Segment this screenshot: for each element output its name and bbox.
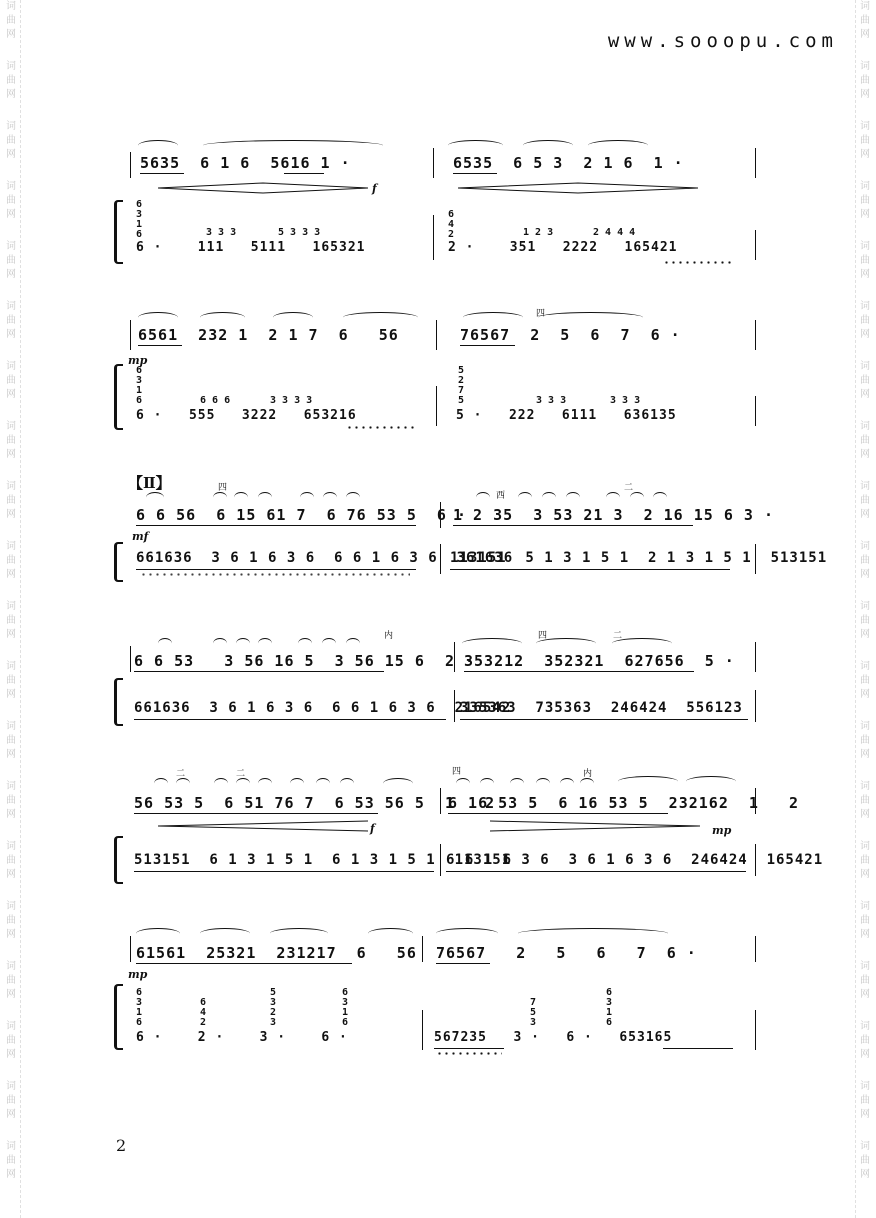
fingering-mark: 二 xyxy=(624,483,634,493)
watermark-glyphs: 词 曲 网 xyxy=(6,481,16,520)
barline xyxy=(130,936,131,962)
watermark-glyphs: 词 曲 网 xyxy=(860,541,870,580)
system-1 xyxy=(118,130,758,270)
slur xyxy=(368,928,413,939)
barline xyxy=(454,642,455,672)
watermark-glyphs: 词 曲 网 xyxy=(6,661,16,700)
watermark-glyphs: 词 曲 网 xyxy=(860,601,870,640)
accompaniment-measure: 113151 5 1 3 1 5 1 2 1 3 1 5 1 513151 xyxy=(450,550,828,566)
slur xyxy=(236,778,250,789)
fingering-mark: 二 xyxy=(236,769,246,779)
slur xyxy=(518,928,668,939)
slur xyxy=(298,638,312,649)
slur xyxy=(630,492,644,503)
chord-stack: 3 3 3 xyxy=(536,395,567,406)
underline xyxy=(436,963,490,964)
fingering-mark: 内 xyxy=(583,769,593,779)
fingering-mark: 内 xyxy=(384,631,394,641)
slur xyxy=(448,140,503,151)
slur xyxy=(612,638,672,649)
slur xyxy=(146,492,164,503)
barline xyxy=(755,1010,756,1050)
system-bracket xyxy=(114,364,123,430)
watermark-glyphs: 词 曲 网 xyxy=(860,901,870,940)
melody-measure: 61561 25321 231217 6 56 xyxy=(136,944,417,962)
underline xyxy=(136,569,416,570)
melody-measure: 56 53 5 6 51 76 7 6 53 56 5 1 2 xyxy=(134,794,496,812)
fingering-mark: 二 xyxy=(176,769,186,779)
slur xyxy=(588,140,648,151)
fingering-mark: 四 xyxy=(218,483,228,493)
underline xyxy=(663,1048,733,1049)
slur xyxy=(258,638,272,649)
slur xyxy=(686,776,736,787)
barline xyxy=(755,690,756,722)
slur xyxy=(476,492,490,503)
watermark-glyphs: 词 曲 网 xyxy=(860,841,870,880)
melody-measure: 6561 232 1 2 1 7 6 56 xyxy=(138,326,399,344)
slur xyxy=(343,312,418,323)
underline xyxy=(450,569,730,570)
slur xyxy=(463,312,523,323)
crescendo-decrescendo-hairpin xyxy=(458,182,698,194)
watermark-glyphs: 词 曲 网 xyxy=(860,1081,870,1120)
system-bracket xyxy=(114,200,123,264)
watermark-glyphs: 词 曲 网 xyxy=(860,421,870,460)
barline xyxy=(755,148,756,178)
slur xyxy=(214,778,228,789)
right-watermark-column xyxy=(858,0,872,1218)
watermark-glyphs: 词 曲 网 xyxy=(860,961,870,1000)
header-url: www.sooopu.com xyxy=(607,30,838,52)
accompaniment-measure: 6 6 1 6 3 6 3 6 1 6 3 6 246424 165421 xyxy=(446,852,824,868)
barline xyxy=(130,646,131,672)
barline xyxy=(755,642,756,672)
barline xyxy=(433,148,434,178)
slur xyxy=(316,778,330,789)
melody-measure: 1 2 35 3 53 21 3 2 16 15 6 3 · xyxy=(453,506,774,524)
octave-dots xyxy=(140,573,410,576)
fingering-mark: 西 xyxy=(496,491,506,501)
slur xyxy=(200,928,250,939)
dynamic-marking: mp xyxy=(128,968,148,981)
watermark-glyphs: 词 曲 网 xyxy=(860,241,870,280)
barline xyxy=(436,320,437,350)
slur xyxy=(538,312,643,323)
melody-measure: 353212 352321 627656 5 · xyxy=(464,652,735,670)
chord-stack: 6 3 1 6 xyxy=(136,199,143,240)
barline xyxy=(755,396,756,426)
underline xyxy=(434,1048,504,1049)
watermark-glyphs: 词 曲 网 xyxy=(6,841,16,880)
chord-stack: 6 6 6 xyxy=(200,395,231,406)
chord-stack: 6 3 1 6 xyxy=(136,365,143,406)
slur xyxy=(566,492,580,503)
accompaniment-measure: 2 · 351 2222 165421 xyxy=(448,240,678,255)
slur xyxy=(203,140,383,151)
barline xyxy=(422,936,423,962)
barline xyxy=(755,844,756,876)
barline xyxy=(440,788,441,814)
accompaniment-measure: 513151 6 1 3 1 5 1 6 1 3 1 5 1 113151 xyxy=(134,852,512,868)
watermark-glyphs: 词 曲 网 xyxy=(6,421,16,460)
dynamic-marking: mp xyxy=(128,354,148,367)
watermark-glyphs: 词 曲 网 xyxy=(6,781,16,820)
melody-measure: 76567 2 5 6 7 6 · xyxy=(436,944,697,962)
underline xyxy=(460,719,748,720)
watermark-glyphs: 词 曲 网 xyxy=(6,301,16,340)
slur xyxy=(618,776,678,787)
system-bracket xyxy=(114,542,123,582)
octave-dots xyxy=(346,426,416,429)
system-6 xyxy=(118,912,758,1062)
accompaniment-measure: 5 · 222 6111 636135 xyxy=(456,408,677,423)
watermark-glyphs: 词 曲 网 xyxy=(860,181,870,220)
underline xyxy=(134,719,446,720)
slur xyxy=(518,492,532,503)
slur xyxy=(176,778,190,789)
slur xyxy=(136,928,180,939)
barline xyxy=(440,844,441,876)
underline xyxy=(134,813,378,814)
system-bracket xyxy=(114,836,123,884)
slur xyxy=(436,928,498,939)
underline xyxy=(138,345,182,346)
underline xyxy=(284,173,324,174)
watermark-glyphs: 词 曲 网 xyxy=(6,121,16,160)
fingering-mark: 四 xyxy=(538,631,548,641)
slur xyxy=(536,778,550,789)
slur xyxy=(213,492,227,503)
slur xyxy=(154,778,168,789)
watermark-glyphs: 词 曲 网 xyxy=(6,241,16,280)
watermark-glyphs: 词 曲 网 xyxy=(6,1081,16,1120)
barline xyxy=(422,1010,423,1050)
slur xyxy=(536,638,596,649)
chord-stack: 5 3 3 3 xyxy=(278,227,321,238)
watermark-glyphs: 词 曲 网 xyxy=(860,1021,870,1060)
slur xyxy=(138,140,178,151)
barline xyxy=(454,690,455,722)
barline xyxy=(436,386,437,426)
watermark-glyphs: 词 曲 网 xyxy=(6,1021,16,1060)
melody-measure: 76567 2 5 6 7 6 · xyxy=(460,326,681,344)
melody-measure: 6 6 56 6 15 61 7 6 76 53 5 6 · xyxy=(136,506,468,524)
melody-measure: 6 16 53 5 6 16 53 5 232162 1 2 xyxy=(448,794,800,812)
left-watermark-column xyxy=(4,0,18,1218)
system-3 xyxy=(118,472,828,582)
system-2 xyxy=(118,306,758,436)
watermark-glyphs: 词 曲 网 xyxy=(860,1,870,40)
slur xyxy=(383,778,413,789)
slur xyxy=(653,492,667,503)
watermark-glyphs: 词 曲 网 xyxy=(860,721,870,760)
chord-stack: 6 3 1 6 xyxy=(136,987,143,1028)
underline xyxy=(136,525,416,526)
system-bracket xyxy=(114,678,123,726)
octave-dots xyxy=(436,1052,502,1055)
dynamic-marking: mp xyxy=(712,824,732,837)
chord-stack: 5 2 7 5 xyxy=(458,365,465,406)
slur xyxy=(523,140,573,151)
accompaniment-measure: 335363 735363 246424 556123 xyxy=(460,700,743,716)
watermark-glyphs: 词 曲 网 xyxy=(6,1,16,40)
slur xyxy=(346,492,360,503)
slur xyxy=(234,492,248,503)
barline xyxy=(440,544,441,574)
slur xyxy=(270,928,328,939)
melody-measure: 6535 6 5 3 2 1 6 1 · xyxy=(453,154,684,172)
chord-stack: 3 3 3 xyxy=(610,395,641,406)
barline xyxy=(755,788,756,814)
octave-dots xyxy=(663,261,733,264)
underline xyxy=(134,671,384,672)
watermark-glyphs: 词 曲 网 xyxy=(6,601,16,640)
chord-stack: 3 3 3 3 xyxy=(270,395,313,406)
watermark-glyphs: 词 曲 网 xyxy=(860,121,870,160)
slur xyxy=(580,778,594,789)
dynamic-marking: f xyxy=(372,182,377,195)
watermark-glyphs: 词 曲 网 xyxy=(6,181,16,220)
slur xyxy=(273,312,313,323)
chord-stack: 6 3 1 6 xyxy=(606,987,613,1028)
melody-measure: 6 6 53 3 56 16 5 3 56 15 6 2 · xyxy=(134,652,476,670)
accompaniment-measure: 6 · 555 3222 653216 xyxy=(136,408,357,423)
barline xyxy=(755,230,756,260)
barline xyxy=(130,152,131,178)
slur xyxy=(346,638,360,649)
slur xyxy=(300,492,314,503)
barline xyxy=(755,936,756,962)
slur xyxy=(456,778,470,789)
system-4 xyxy=(118,626,758,726)
barline xyxy=(440,502,441,528)
system-5 xyxy=(118,762,824,882)
slur xyxy=(462,638,522,649)
fingering-mark: 四 xyxy=(452,767,462,777)
watermark-glyphs: 词 曲 网 xyxy=(860,301,870,340)
slur xyxy=(158,638,172,649)
slur xyxy=(323,492,337,503)
decrescendo-hairpin xyxy=(490,820,700,832)
underline xyxy=(460,345,515,346)
chord-stack: 1 2 3 xyxy=(523,227,554,238)
chord-stack: 3 3 3 xyxy=(206,227,237,238)
dynamic-marking: mf xyxy=(132,530,149,543)
watermark-glyphs: 词 曲 网 xyxy=(6,61,16,100)
accompaniment-measure: 6 · 2 · 3 · 6 · xyxy=(136,1030,348,1045)
underline xyxy=(464,671,694,672)
watermark-glyphs: 词 曲 网 xyxy=(6,1141,16,1180)
system-bracket xyxy=(114,984,123,1050)
slur xyxy=(290,778,304,789)
slur xyxy=(258,492,272,503)
watermark-glyphs: 词 曲 网 xyxy=(860,781,870,820)
watermark-glyphs: 词 曲 网 xyxy=(860,661,870,700)
watermark-glyphs: 词 曲 网 xyxy=(6,961,16,1000)
barline xyxy=(433,215,434,260)
underline xyxy=(136,963,352,964)
watermark-glyphs: 词 曲 网 xyxy=(860,361,870,400)
chord-stack: 6 4 2 xyxy=(200,997,207,1028)
right-border-line xyxy=(855,0,856,1218)
dynamic-marking: f xyxy=(370,822,375,835)
watermark-glyphs: 词 曲 网 xyxy=(6,361,16,400)
slur xyxy=(236,638,250,649)
slur xyxy=(340,778,354,789)
underline xyxy=(453,525,693,526)
barline xyxy=(130,320,131,350)
underline xyxy=(448,813,668,814)
watermark-glyphs: 词 曲 网 xyxy=(860,1141,870,1180)
slur xyxy=(200,312,245,323)
page-number: 2 xyxy=(116,1136,127,1155)
fingering-mark: 二 xyxy=(613,631,623,641)
watermark-glyphs: 词 曲 网 xyxy=(860,61,870,100)
left-border-line xyxy=(20,0,21,1218)
slur xyxy=(258,778,272,789)
underline xyxy=(453,173,497,174)
watermark-glyphs: 词 曲 网 xyxy=(860,481,870,520)
barline xyxy=(755,320,756,350)
melody-measure: 5635 6 1 6 5616 1 · xyxy=(140,154,351,172)
chord-stack: 7 5 3 xyxy=(530,997,537,1028)
chord-stack: 6 3 1 6 xyxy=(342,987,349,1028)
accompaniment-measure: 6 · 111 5111 165321 xyxy=(136,240,366,255)
accompaniment-measure: 661636 3 6 1 6 3 6 6 6 1 6 3 6 216542 xyxy=(134,700,512,716)
watermark-glyphs: 词 曲 网 xyxy=(6,901,16,940)
slur xyxy=(560,778,574,789)
slur xyxy=(213,638,227,649)
underline xyxy=(140,173,184,174)
accompaniment-measure: 661636 3 6 1 6 3 6 6 6 1 6 3 6 361636 xyxy=(136,550,514,566)
chord-stack: 6 4 2 xyxy=(448,209,455,240)
watermark-glyphs: 词 曲 网 xyxy=(6,541,16,580)
barline xyxy=(755,544,756,574)
slur xyxy=(322,638,336,649)
underline xyxy=(134,871,434,872)
crescendo-decrescendo-hairpin xyxy=(158,182,368,194)
slur xyxy=(542,492,556,503)
underline xyxy=(446,871,746,872)
section-label: 【Ⅱ】 xyxy=(128,474,171,492)
slur xyxy=(510,778,524,789)
fingering-mark: 四 xyxy=(536,309,546,319)
chord-stack: 5 3 2 3 xyxy=(270,987,277,1028)
accompaniment-measure: 567235 3 · 6 · 653165 xyxy=(434,1030,673,1045)
slur xyxy=(480,778,494,789)
slur xyxy=(606,492,620,503)
chord-stack: 2 4 4 4 xyxy=(593,227,636,238)
slur xyxy=(138,312,178,323)
crescendo-hairpin xyxy=(158,820,368,832)
watermark-glyphs: 词 曲 网 xyxy=(6,721,16,760)
